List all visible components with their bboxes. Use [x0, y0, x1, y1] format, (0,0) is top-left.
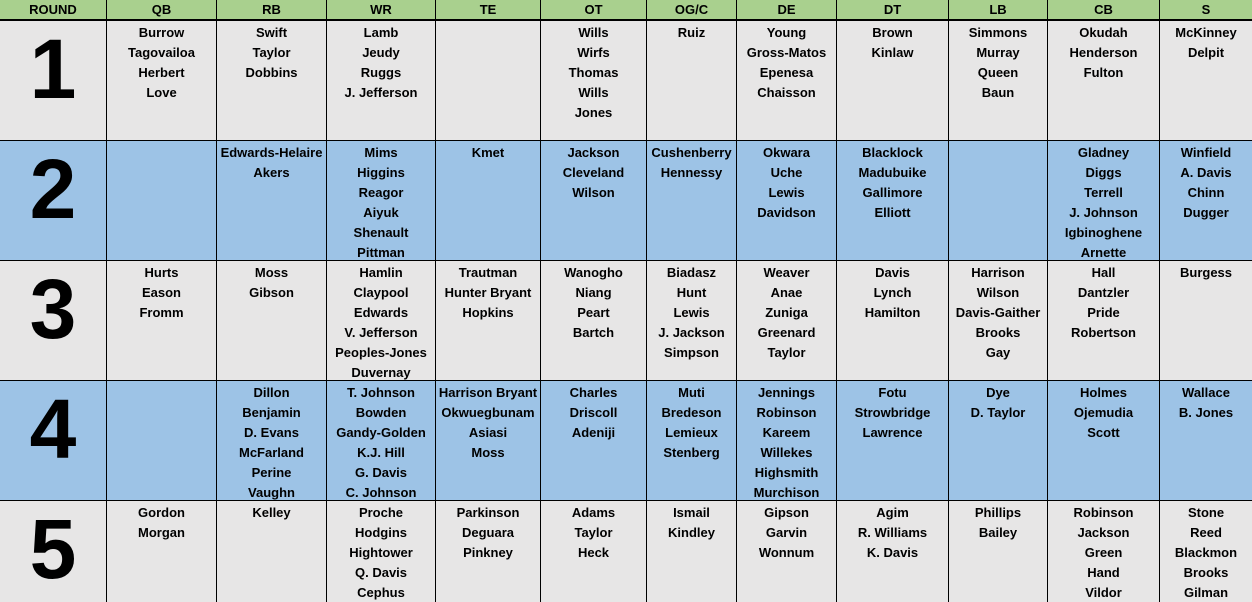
player-name: Okwara	[763, 145, 810, 160]
cell-round-3-dt	[837, 261, 948, 380]
cell-round-4-cb	[1048, 381, 1159, 500]
player-name: Diggs	[1085, 165, 1122, 180]
player-name: G. Davis	[354, 465, 408, 480]
player-name: Jackson	[567, 145, 620, 160]
player-name: Igbinoghene	[1064, 225, 1143, 240]
player-name: Jeudy	[362, 45, 400, 60]
header-rb: RB	[217, 0, 326, 19]
player-name: Morgan	[138, 525, 185, 540]
cell-round-5-wr	[327, 501, 435, 602]
player-name: Simpson	[664, 345, 719, 360]
player-name: Robertson	[1071, 325, 1136, 340]
player-name: Biadasz	[666, 265, 717, 280]
player-name: Burrow	[138, 25, 185, 40]
cell-round-1-cb	[1048, 21, 1159, 140]
cell-round-5-lb	[949, 501, 1047, 602]
player-name: Weaver	[763, 265, 810, 280]
cell-round-5-qb	[107, 501, 216, 602]
player-name: Jones	[574, 105, 613, 120]
player-name: Fulton	[1083, 65, 1124, 80]
player-name: Holmes	[1080, 385, 1127, 400]
player-name: Parkinson	[456, 505, 520, 520]
player-name: Moss	[471, 445, 505, 460]
cell-round-5-cb	[1048, 501, 1159, 602]
player-name: J. Johnson	[1069, 205, 1138, 220]
player-name: Gibson	[249, 285, 294, 300]
player-name: Agim	[876, 505, 909, 520]
player-name: Hand	[1087, 565, 1120, 580]
cell-round-3-s	[1160, 261, 1252, 380]
cell-round-1-te	[436, 21, 540, 140]
round-number: 4	[0, 381, 106, 500]
player-name: Fromm	[139, 305, 184, 320]
player-name: Adeniji	[571, 425, 616, 440]
cell-round-2-rb	[217, 141, 326, 260]
header-og-c: OG/C	[647, 0, 736, 19]
player-name: Kareem	[762, 425, 811, 440]
cell-round-1-rb	[217, 21, 326, 140]
player-name: Reed	[1190, 525, 1222, 540]
player-name: Hodgins	[355, 525, 407, 540]
player-name: Blackmon	[1174, 545, 1238, 560]
player-name: Epenesa	[759, 65, 814, 80]
player-name: Jennings	[757, 385, 816, 400]
cell-round-4-lb	[949, 381, 1047, 500]
player-name: Chinn	[1187, 185, 1225, 200]
player-name: Wanogho	[564, 265, 623, 280]
player-name: Wilson	[572, 185, 615, 200]
cell-round-4-qb	[107, 381, 216, 500]
cell-round-2-wr	[327, 141, 435, 260]
player-name: Elliott	[874, 205, 911, 220]
player-name: Trautman	[458, 265, 518, 280]
cell-round-1-og-c	[647, 21, 736, 140]
header-de: DE	[737, 0, 836, 19]
player-name: Okudah	[1079, 25, 1128, 40]
player-name: Wills	[578, 25, 609, 40]
player-name: Wirfs	[577, 45, 610, 60]
player-name: T. Johnson	[347, 385, 415, 400]
player-name: Lewis	[768, 185, 805, 200]
cell-round-3-ot	[541, 261, 646, 380]
player-name: Pinkney	[463, 545, 513, 560]
player-name: Claypool	[353, 285, 409, 300]
player-name: Ruiz	[677, 25, 706, 40]
player-name: Adams	[571, 505, 616, 520]
player-name: Willekes	[760, 445, 813, 460]
player-name: Ruggs	[360, 65, 402, 80]
player-name: Madubuike	[858, 165, 927, 180]
player-name: Asiasi	[468, 425, 508, 440]
player-name: Vildor	[1085, 585, 1122, 600]
player-name: Kmet	[471, 145, 505, 160]
player-name: Delpit	[1187, 45, 1225, 60]
player-name: A. Davis	[1180, 165, 1232, 180]
cell-round-3-cb	[1048, 261, 1159, 380]
player-name: Akers	[253, 165, 290, 180]
cell-round-4-te	[436, 381, 540, 500]
player-name: Peart	[577, 305, 610, 320]
cell-round-2-cb	[1048, 141, 1159, 260]
player-name: Dillon	[253, 385, 290, 400]
player-name: Shenault	[353, 225, 409, 240]
player-name: Gay	[985, 345, 1011, 360]
player-name: Gilman	[1183, 585, 1229, 600]
player-name: Robinson	[1073, 505, 1134, 520]
player-name: Zuniga	[765, 305, 808, 320]
player-name: Anae	[770, 285, 803, 300]
player-name: Pride	[1087, 305, 1120, 320]
player-name: Greenard	[757, 325, 816, 340]
player-name: Chaisson	[757, 85, 816, 100]
cell-round-5-te	[436, 501, 540, 602]
cell-round-5-de	[737, 501, 836, 602]
player-name: Cleveland	[562, 165, 625, 180]
player-name: J. Jefferson	[344, 85, 418, 100]
header-s: S	[1160, 0, 1252, 19]
player-name: Burgess	[1179, 265, 1233, 280]
player-name: Reagor	[358, 185, 404, 200]
player-name: Strowbridge	[854, 405, 931, 420]
cell-round-5-s	[1160, 501, 1252, 602]
cell-round-5-ot	[541, 501, 646, 602]
player-name: Dantzler	[1077, 285, 1130, 300]
round-number: 1	[0, 21, 106, 140]
player-name: R. Williams	[857, 525, 928, 540]
cell-round-1-de	[737, 21, 836, 140]
player-name: D. Taylor	[970, 405, 1026, 420]
player-name: Murray	[976, 45, 1020, 60]
cell-round-1-ot	[541, 21, 646, 140]
player-name: Brooks	[1183, 565, 1229, 580]
player-name: Taylor	[252, 45, 291, 60]
player-name: Herbert	[138, 65, 185, 80]
player-name: Benjamin	[242, 405, 301, 420]
player-name: Gordon	[138, 505, 185, 520]
cell-round-3-de	[737, 261, 836, 380]
player-name: Higgins	[357, 165, 405, 180]
player-name: Hopkins	[462, 305, 514, 320]
player-name: K.J. Hill	[357, 445, 405, 460]
player-name: Moss	[254, 265, 289, 280]
cell-round-2-ot	[541, 141, 646, 260]
cell-round-2-qb	[107, 141, 216, 260]
cell-round-4-de	[737, 381, 836, 500]
player-name: Gallimore	[862, 185, 923, 200]
player-name: Ojemudia	[1073, 405, 1134, 420]
player-name: Taylor	[767, 345, 806, 360]
player-name: Hamlin	[359, 265, 403, 280]
player-name: Henderson	[1069, 45, 1138, 60]
cell-round-1-dt	[837, 21, 948, 140]
player-name: Hennessy	[660, 165, 723, 180]
player-name: Gandy-Golden	[336, 425, 426, 440]
player-name: Arnette	[1080, 245, 1127, 260]
player-name: Brown	[872, 25, 913, 40]
header-round: ROUND	[0, 0, 106, 19]
cell-round-2-lb	[949, 141, 1047, 260]
player-name: Vaughn	[248, 485, 295, 500]
player-name: Fotu	[878, 385, 907, 400]
player-name: Tagovailoa	[128, 45, 195, 60]
cell-round-3-wr	[327, 261, 435, 380]
player-name: Pittman	[357, 245, 405, 260]
player-name: Hamilton	[864, 305, 921, 320]
player-name: Garvin	[765, 525, 808, 540]
player-name: Kinlaw	[871, 45, 914, 60]
player-name: Perine	[251, 465, 292, 480]
player-name: Young	[766, 25, 807, 40]
player-name: Hunt	[676, 285, 707, 300]
player-name: Bartch	[572, 325, 615, 340]
cell-round-3-qb	[107, 261, 216, 380]
player-name: Gipson	[764, 505, 809, 520]
player-name: Taylor	[574, 525, 613, 540]
player-name: Hunter Bryant	[444, 285, 532, 300]
player-name: V. Jefferson	[344, 325, 418, 340]
player-name: Bredeson	[661, 405, 722, 420]
player-name: Cushenberry	[651, 145, 732, 160]
player-name: Queen	[977, 65, 1019, 80]
player-name: Eason	[141, 285, 181, 300]
player-name: Dye	[986, 385, 1010, 400]
player-name: Q. Davis	[354, 565, 408, 580]
player-name: Baun	[981, 85, 1015, 100]
player-name: Lewis	[673, 305, 710, 320]
player-name: Wills	[578, 85, 609, 100]
player-name: Aiyuk	[363, 205, 399, 220]
player-name: J. Jackson	[658, 325, 725, 340]
cell-round-4-og-c	[647, 381, 736, 500]
cell-round-3-og-c	[647, 261, 736, 380]
player-name: Love	[146, 85, 177, 100]
cell-round-4-wr	[327, 381, 435, 500]
player-name: Muti	[678, 385, 705, 400]
player-name: Bowden	[355, 405, 407, 420]
player-name: Robinson	[756, 405, 817, 420]
player-name: Lawrence	[862, 425, 923, 440]
round-number: 3	[0, 261, 106, 380]
player-name: Stone	[1187, 505, 1225, 520]
player-name: Lemieux	[665, 425, 718, 440]
player-name: Davidson	[757, 205, 816, 220]
player-name: Thomas	[568, 65, 619, 80]
cell-round-2-s	[1160, 141, 1252, 260]
cell-round-2-og-c	[647, 141, 736, 260]
player-name: Edwards	[353, 305, 409, 320]
cell-round-4-ot	[541, 381, 646, 500]
player-name: Brooks	[975, 325, 1021, 340]
player-name: Swift	[255, 25, 288, 40]
player-name: Highsmith	[754, 465, 819, 480]
player-name: Cephus	[357, 585, 405, 600]
round-number: 5	[0, 501, 106, 602]
player-name: Dugger	[1183, 205, 1229, 220]
cell-round-5-dt	[837, 501, 948, 602]
header-te: TE	[436, 0, 540, 19]
cell-round-2-de	[737, 141, 836, 260]
header-cb: CB	[1048, 0, 1159, 19]
player-name: Hightower	[349, 545, 413, 560]
player-name: Bailey	[978, 525, 1018, 540]
player-name: B. Jones	[1178, 405, 1234, 420]
player-name: Wallace	[1182, 385, 1230, 400]
player-name: K. Davis	[866, 545, 919, 560]
header-ot: OT	[541, 0, 646, 19]
cell-round-4-s	[1160, 381, 1252, 500]
player-name: Simmons	[968, 25, 1028, 40]
player-name: Green	[1084, 545, 1123, 560]
round-number: 2	[0, 141, 106, 260]
player-name: Hall	[1091, 265, 1116, 280]
player-name: McFarland	[238, 445, 304, 460]
player-name: Winfield	[1180, 145, 1232, 160]
cell-round-4-rb	[217, 381, 326, 500]
header-dt: DT	[837, 0, 948, 19]
player-name: Harrison	[971, 265, 1025, 280]
player-name: McKinney	[1175, 25, 1237, 40]
cell-round-2-dt	[837, 141, 948, 260]
player-name: Gladney	[1077, 145, 1130, 160]
player-name: Jackson	[1077, 525, 1130, 540]
header-lb: LB	[949, 0, 1047, 19]
player-name: Hurts	[144, 265, 179, 280]
cell-round-5-og-c	[647, 501, 736, 602]
player-name: Driscoll	[569, 405, 618, 420]
player-name: Mims	[364, 145, 398, 160]
player-name: Terrell	[1084, 185, 1123, 200]
cell-round-3-te	[436, 261, 540, 380]
player-name: Davis-Gaither	[955, 305, 1041, 320]
player-name: Uche	[770, 165, 803, 180]
player-name: Niang	[575, 285, 612, 300]
header-qb: QB	[107, 0, 216, 19]
player-name: Davis	[875, 265, 910, 280]
player-name: Peoples-Jones	[335, 345, 427, 360]
cell-round-1-qb	[107, 21, 216, 140]
player-name: Wilson	[976, 285, 1020, 300]
player-name: Ismail	[673, 505, 710, 520]
player-name: Lynch	[873, 285, 912, 300]
cell-round-2-te	[436, 141, 540, 260]
player-name: Kindley	[668, 525, 715, 540]
player-name: Charles	[569, 385, 618, 400]
player-name: Blacklock	[862, 145, 923, 160]
player-name: Murchison	[753, 485, 820, 500]
cell-round-4-dt	[837, 381, 948, 500]
player-name: Dobbins	[245, 65, 298, 80]
player-name: Heck	[577, 545, 610, 560]
cell-round-5-rb	[217, 501, 326, 602]
cell-round-3-lb	[949, 261, 1047, 380]
player-name: Kelley	[252, 505, 291, 520]
player-name: Phillips	[974, 505, 1022, 520]
player-name: Proche	[358, 505, 404, 520]
player-name: Lamb	[363, 25, 399, 40]
player-name: Harrison Bryant	[438, 385, 538, 400]
player-name: Duvernay	[351, 365, 411, 380]
player-name: Deguara	[461, 525, 515, 540]
player-name: C. Johnson	[345, 485, 417, 500]
player-name: Edwards-Helaire	[220, 145, 323, 160]
player-name: D. Evans	[244, 425, 299, 440]
cell-round-1-wr	[327, 21, 435, 140]
cell-round-3-rb	[217, 261, 326, 380]
player-name: Scott	[1087, 425, 1120, 440]
header-wr: WR	[327, 0, 435, 19]
player-name: Stenberg	[663, 445, 720, 460]
player-name: Okwuegbunam	[441, 405, 535, 420]
player-name: Gross-Matos	[746, 45, 827, 60]
cell-round-1-s	[1160, 21, 1252, 140]
player-name: Wonnum	[758, 545, 815, 560]
cell-round-1-lb	[949, 21, 1047, 140]
